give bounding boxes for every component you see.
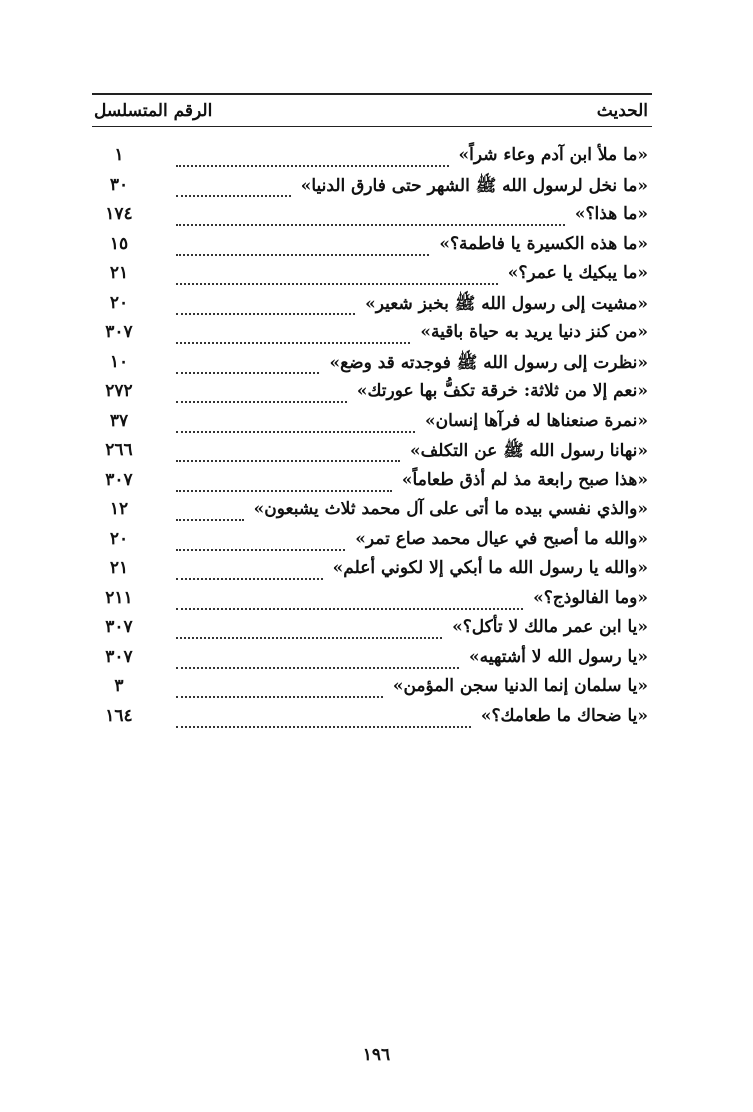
dot-leader [176,556,323,580]
hadith-title: «من كنز دنيا يريد به حياة باقية» [420,322,648,342]
dot-leader [176,497,244,521]
dot-leader [176,674,383,698]
serial-number: ١٥ [109,233,129,254]
hadith-title: «نظرت إلى رسول الله ﷺ فوجدته قد وضع» [329,352,648,373]
list-item [92,704,652,734]
hadith-title: «يا ضحاك ما طعامك؟» [480,705,648,726]
serial-number: ٢٧٢ [105,381,133,401]
list-item [92,291,652,321]
hadith-title: «ما يبكيك يا عمر؟» [507,263,648,283]
list-item [92,350,652,380]
hadith-title: «ما نخل لرسول الله ﷺ الشهر حتى فارق الدنيا» [300,175,648,196]
dot-leader [176,527,345,551]
dot-leader [176,409,415,433]
hadith-title: «ما هذا؟» [574,204,648,224]
serial-number: ٣ [114,676,124,696]
serial-number: ١٧٤ [105,204,133,224]
dot-leader [176,379,347,403]
hadith-title: «هذا صبح رابعة مذ لم أذق طعاماً» [401,469,648,490]
list-item [92,409,652,439]
hadith-title: «والله يا رسول الله ما أبكي إلا لكوني أعلم» [332,558,648,578]
dot-leader [176,615,442,639]
hadith-title: «ما هذه الكسيرة يا فاطمة؟» [439,233,648,254]
list-item [92,143,652,173]
hadith-title: «نمرة صنعناها له فرآها إنسان» [425,410,648,431]
dot-leader [176,202,565,226]
list-item [92,497,652,527]
serial-number: ١٢ [109,499,129,519]
dot-leader [176,143,449,167]
list-item [92,379,652,409]
dot-leader [176,704,471,728]
hadith-title: «نهانا رسول الله ﷺ عن التكلف» [410,441,648,461]
serial-number: ٢٦٦ [105,440,133,460]
hadith-title: «يا سلمان إنما الدنيا سجن المؤمن» [392,676,648,696]
serial-number: ١ [114,145,124,165]
list-item [92,674,652,704]
serial-number: ٢١ [109,263,129,283]
page-number: ١٩٦ [362,1045,391,1065]
dot-leader [176,173,291,197]
serial-number: ٣٠٧ [105,322,133,342]
serial-number: ٢١ [109,558,129,578]
hadith-title: «ما ملأ ابن آدم وعاء شراً» [458,145,648,165]
serial-number: ٣٠٧ [105,646,133,667]
dot-leader [176,645,459,669]
serial-number: ١٦٤ [105,705,133,726]
list-item [92,468,652,498]
serial-number: ٢٠ [109,528,129,549]
list-item [92,556,652,586]
serial-number: ٣٧ [109,410,129,431]
list-item [92,527,652,557]
dot-leader [176,468,392,492]
table-header [92,93,652,127]
hadith-title: «نعم إلا من ثلاثة: خرقة تكفُّ بها عورتك» [356,381,648,401]
hadith-title: «والله ما أصبح في عيال محمد صاع تمر» [355,528,648,549]
list-item [92,320,652,350]
dot-leader [176,350,319,374]
column-header-hadith: الحديث [596,101,648,121]
list-item [92,173,652,203]
serial-number: ٣٠٧ [105,617,133,637]
hadith-title: «يا رسول الله لا أشتهيه» [469,646,648,667]
list-item [92,586,652,616]
column-header-serial-number: الرقم المتسلسل [94,101,213,121]
dot-leader [176,320,410,344]
hadith-title: «وما الفالوذج؟» [533,587,648,608]
list-item [92,645,652,675]
list-item [92,261,652,291]
serial-number: ٣٠ [109,174,129,195]
dot-leader [176,438,400,462]
list-item [92,232,652,262]
serial-number: ٣٠٧ [105,469,133,490]
hadith-title: «والذي نفسي بيده ما أتى على آل محمد ثلاث يشبعون» [253,499,648,519]
list-item [92,202,652,232]
serial-number: ١٠ [109,351,129,372]
index-list [92,143,652,733]
dot-leader [176,261,498,285]
serial-number: ٢١١ [105,587,133,608]
dot-leader [176,291,355,315]
list-item [92,615,652,645]
dot-leader [176,586,523,610]
hadith-title: «مشيت إلى رسول الله ﷺ بخبز شعير» [365,293,648,314]
hadith-title: «يا ابن عمر مالك لا تأكل؟» [452,617,648,637]
serial-number: ٢٠ [109,292,129,313]
list-item [92,438,652,468]
dot-leader [176,232,429,256]
